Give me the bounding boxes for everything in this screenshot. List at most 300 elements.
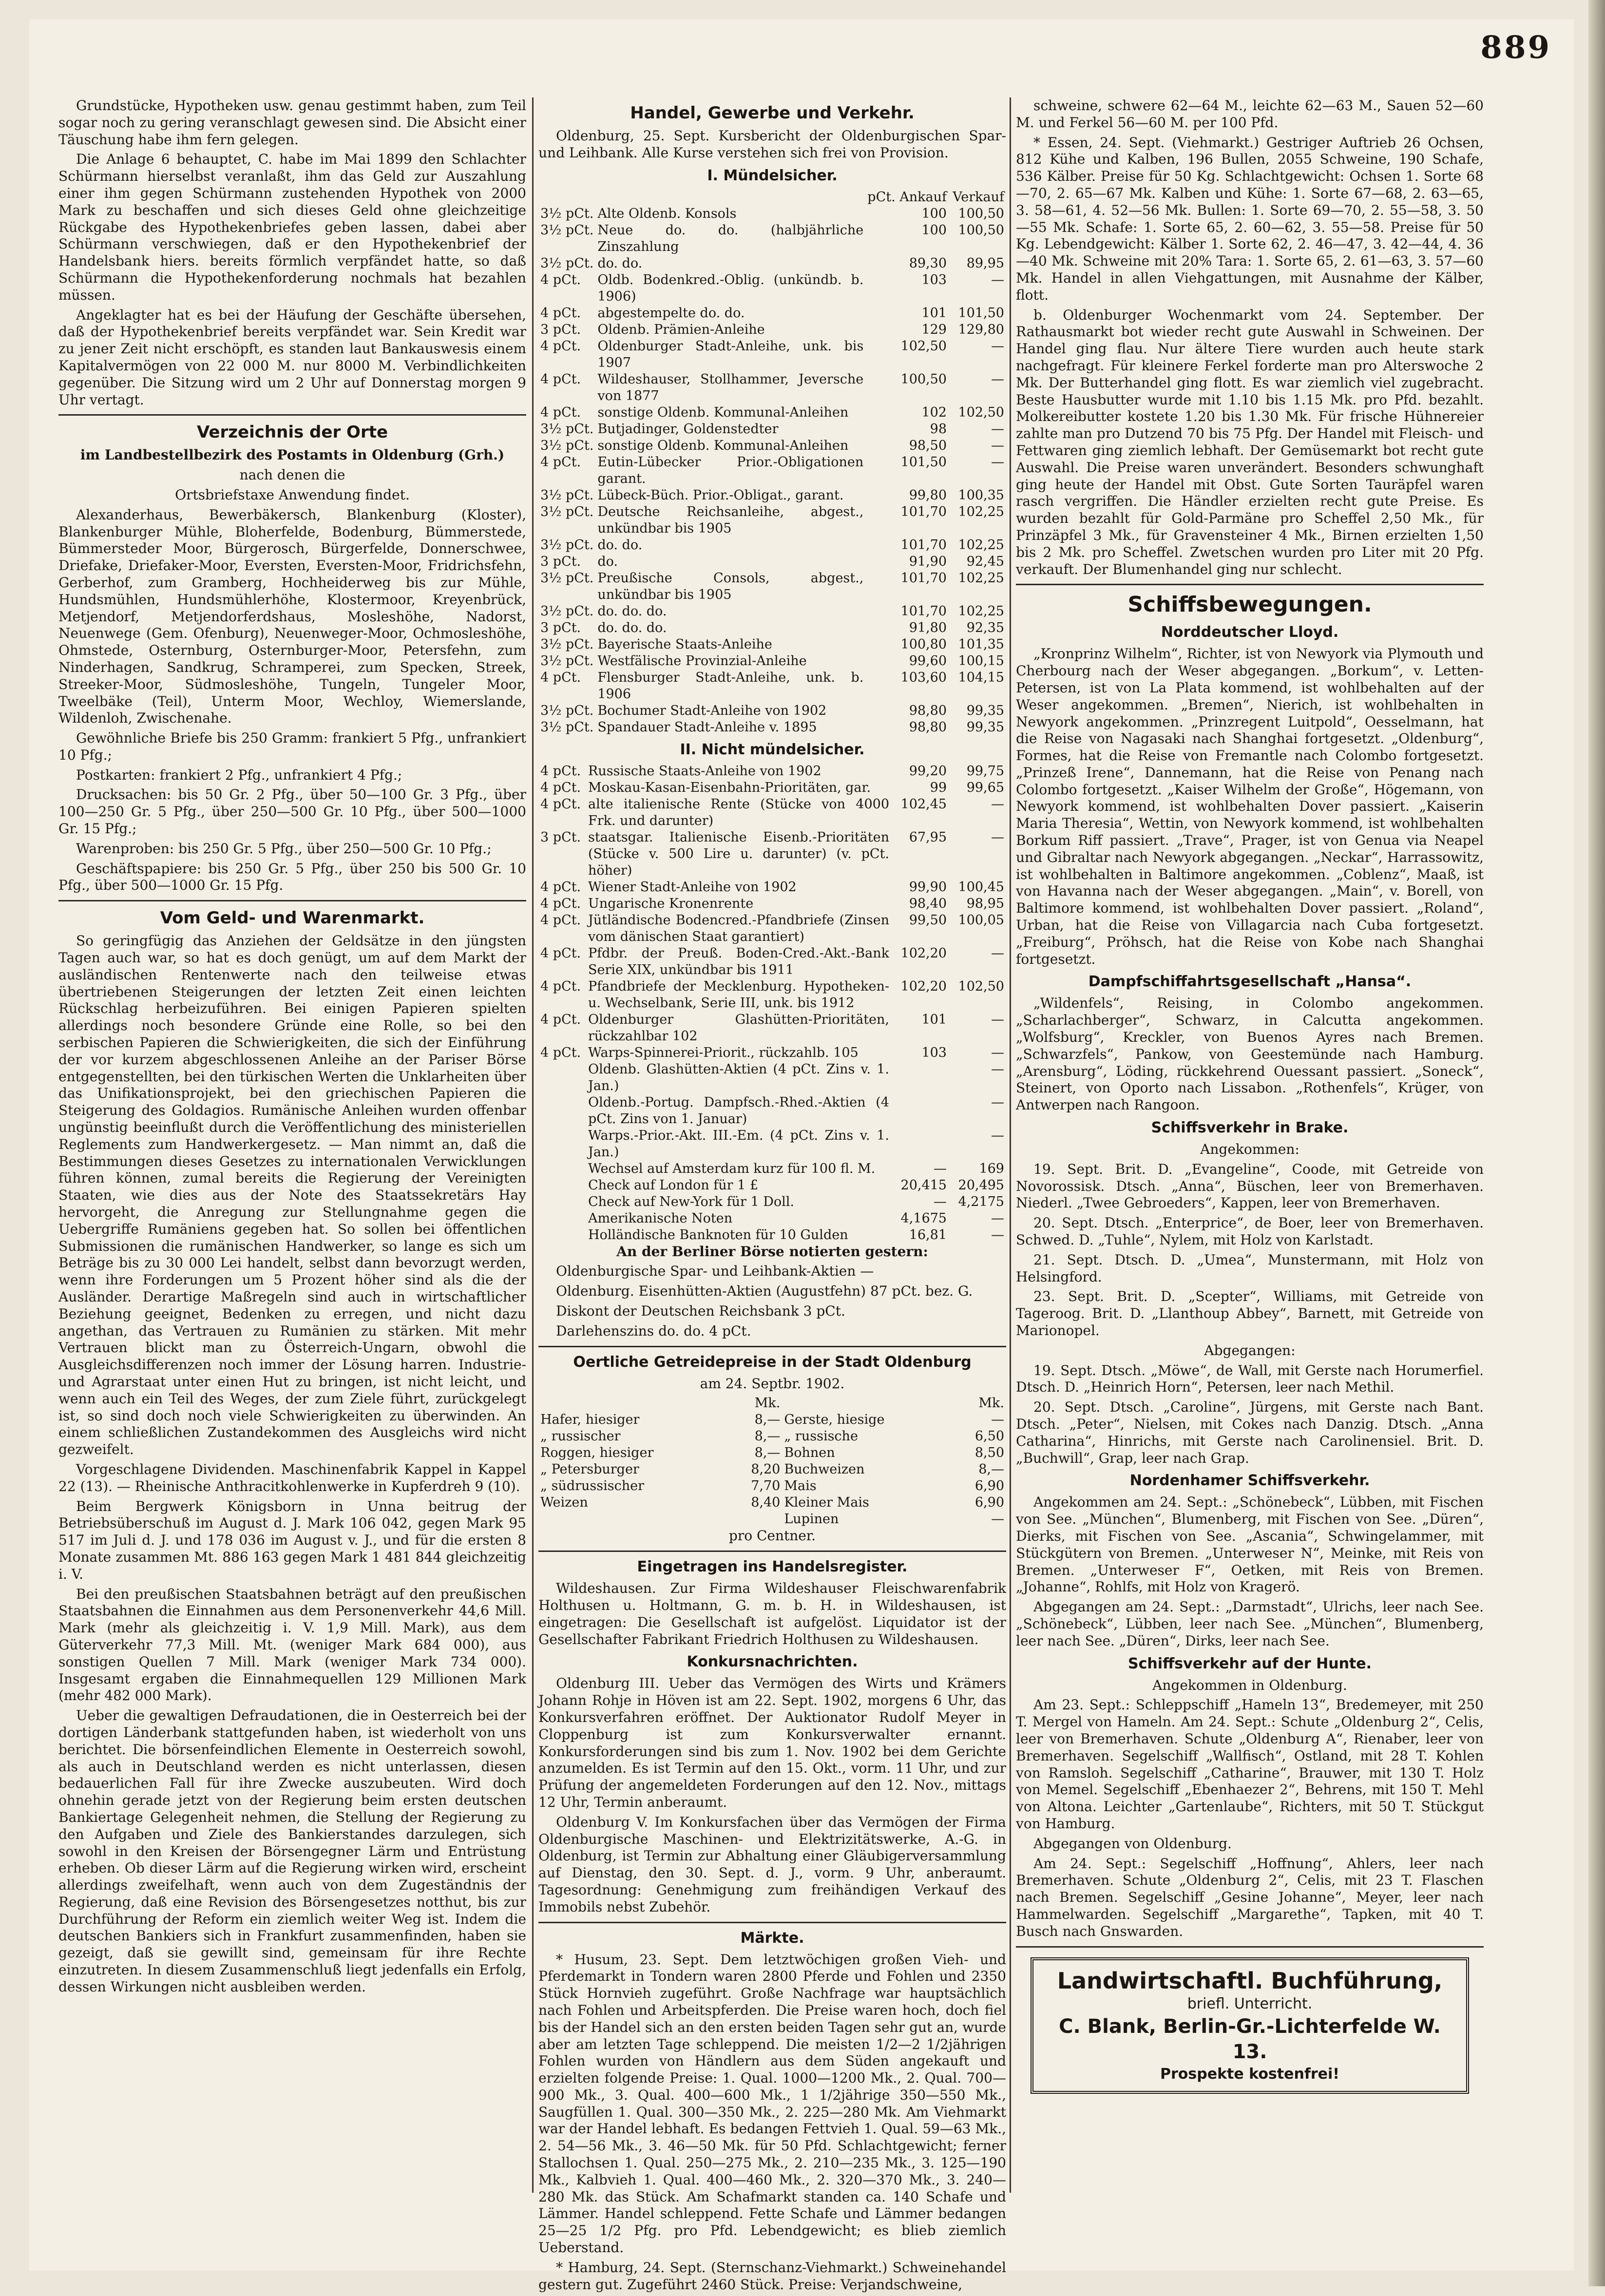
getreide-unit: Mk.	[978, 1396, 1004, 1411]
quote-security: Neue do. do. (halbjährliche Zinszahlung	[597, 222, 864, 254]
grain-price: 8,—	[754, 1429, 781, 1444]
quote-rate: 3½ pCt.	[540, 570, 594, 586]
lloyd-body: „Kronprinz Wilhelm“, Richter, ist von Newyork via Plymouth und Cherbourg nach der Weser abgegangen. „Borkum“, v. Letten-Petersen, ist von La Plata kommend, ist wohlbehalten auf der Weser angekommen. „Bremen“, Nierich, ist wohlbehalten in Newyork angekommen. „Prinzregent Luitpold“, Oesselmann, hat die Reise von Nagasaki nach Shanghai fortgesetzt. „Oldenburg“, Formes, hat die Reise von Fremantle nach Colombo fortgesetzt. „Prinzeß Irene“, Dannemann, hat die Reise von Penang nach Colombo fortgesetzt. „Kaiser Wilhelm der Große“, Högemann, von Newyork kommend, ist wohlbehalten Dover passiert. „Kaiserin Maria Theresia“, Wettin, von Newyork kommend, ist wohlbehalten Borkum Riff passiert. „Trave“, Prager, ist von Genua via Neapel und Gibraltar nach Newyork abgegangen. „Neckar“, Harrassowitz, ist wohlbehalten in Baltimore angekommen. „Coblenz“, Maaß, ist von Havanna nach der Weser abgegangen. „Main“, v. Borell, von Baltimore kommend, ist wohlbehalten Dover passiert. „Roland“, Urban, hat die Reise von Villagarcia nach Cuba fortgesetzt. „Freiburg“, Pröhsch, hat die Reise von Kobe nach Shanghai fortgesetzt.	[1016, 646, 1484, 967]
quote-ask: —	[991, 829, 1004, 845]
nordenhamm-heading: Nordenhamer Schiffsverkehr.	[1129, 1472, 1370, 1490]
advertisement-box	[1031, 1957, 1469, 2094]
quote-rate: 4 pCt.	[540, 338, 581, 354]
quote-ask: —	[991, 796, 1004, 812]
quote-ask: —	[991, 438, 1004, 453]
quote-rate: 3½ pCt.	[540, 719, 594, 735]
quote-bid: —	[934, 1161, 947, 1176]
grain-price: 8,—	[978, 1462, 1004, 1477]
paragraph: 23. Sept. Brit. D. „Scepter“, Williams, mit Getreide von Tageroog. Brit. D. „Llanthoup Abbey“, Barnett, mit Getreide von Marionopel.	[1016, 1288, 1484, 1339]
paragraph: Geschäftspapiere: bis 250 Gr. 5 Pfg., über 250 bis 500 Gr. 10 Pfg., über 500—1000 Gr. 15 Pfg.	[58, 860, 526, 894]
getreide-heading: Oertliche Getreidepreise in der Stadt Oldenburg	[573, 1353, 972, 1371]
quote-ask: 100,50	[958, 222, 1004, 238]
quote-ask: —	[991, 421, 1004, 437]
quote-bid: 99,20	[909, 763, 947, 779]
grain-row	[538, 1428, 1006, 1445]
nicht-mundel-table	[538, 763, 1006, 1244]
handelsregister-heading: Eingetragen ins Handelsregister.	[637, 1558, 908, 1576]
quote-ask: —	[991, 1061, 1004, 1077]
quote-security: do. do.	[597, 255, 643, 271]
hunte-arrived-label: Angekommen in Oldenburg.	[1152, 1677, 1347, 1693]
verzeichnis-heading: Verzeichnis der Orte	[196, 422, 388, 442]
brake-arrived-body	[1016, 1161, 1484, 1339]
quote-security: Oldenb.-Portug. Dampfsch.-Rhed.-Aktien (4 pCt. Zins von 1. Januar)	[588, 1094, 889, 1127]
quote-rate: 4 pCt.	[540, 371, 581, 387]
quote-rate: 3½ pCt.	[540, 421, 594, 437]
quote-rate	[538, 1210, 586, 1227]
paragraph: Vorgeschlagene Dividenden. Maschinenfabrik Kappel in Kappel 22 (13). — Rheinische Anthracitkohlenwerke in Kupferdreh 9 (10).	[58, 1461, 526, 1494]
quote-row	[538, 421, 1006, 438]
quote-row	[538, 603, 1006, 620]
quote-row	[538, 454, 1006, 487]
quote-row	[538, 404, 1006, 421]
quote-bid: 101,50	[900, 454, 947, 470]
grain-price: 8,50	[974, 1445, 1004, 1461]
grain-name: Buchweizen	[784, 1462, 865, 1477]
quote-ask: —	[991, 1227, 1004, 1243]
paragraph: * Hamburg, 24. Sept. (Sternschanz-Viehmarkt.) Schweinehandel gestern gut. Zugeführt 2460 Stück. Preise: Verjandschweine,	[538, 2259, 1006, 2293]
quote-bid: 99,80	[909, 487, 947, 503]
hansa-body: „Wildenfels“, Reising, in Colombo angekommen. „Scharlachberger“, Schwarz, in Calcutta angekommen. „Wolfsburg“, Kreckler, von Buenos Ayres nach Bremen. „Schwarzfels“, Pankow, von Geestemünde nach Hamburg. „Arensburg“, Löding, rückkehrend Ouessant passiert. „Soneck“, Steinert, von Oporto nach Lissabon. „Rothenfels“, Krüger, von Antwerpen nach Rangoon.	[1016, 995, 1484, 1113]
quote-bid: 98,80	[909, 719, 947, 735]
grain-name: Roggen, hiesiger	[540, 1445, 654, 1461]
quote-security: Wechsel auf Amsterdam kurz für 100 fl. M.	[588, 1161, 876, 1176]
quote-bid: 98	[930, 421, 947, 437]
quote-ask: —	[991, 1012, 1004, 1027]
paragraph: Am 23. Sept.: Schleppschiff „Hameln 13“, Bredemeyer, mit 250 T. Mergel von Hameln. Am 24. Sept.: Schute „Oldenburg 2“, Celis, leer von Bremerhaven. Schute „Oldenburg A“, Rienaber, leer von Bremerhaven. Segelschiff „Wallfisch“, Ostland, mit 28 T. Kohlen von Ramsloh. Segelschiff „Catharine“, Brauwer, mit 130 T. Holz von Memel. Segelschiff „Ebenhaezer 2“, Behrens, mit 150 T. Mehl von Altona. Leichter „Gartenlaube“, Richters, mit 50 T. Stückgut von Hamburg.	[1016, 1697, 1484, 1832]
brake-departed-label: Abgegangen:	[1204, 1342, 1296, 1358]
quote-security: Westfälische Provinzial-Anleihe	[597, 653, 807, 669]
quote-security: Warps-Spinnerei-Priorit., rückzahlb. 105	[588, 1045, 859, 1060]
getreide-table	[538, 1395, 1006, 1528]
grain-name: Gerste, hiesige	[784, 1412, 885, 1428]
quote-bid: 91,80	[909, 620, 947, 635]
section-rule	[58, 900, 526, 901]
nicht-mundel-heading: II. Nicht mündelsicher.	[680, 741, 865, 758]
quote-bid: 101,70	[900, 537, 947, 553]
quote-row	[538, 371, 1006, 404]
quote-rate: 4 pCt.	[540, 978, 581, 994]
paragraph: Warenproben: bis 250 Gr. 5 Pfg., über 250—500 Gr. 10 Pfg.;	[76, 840, 492, 857]
quote-rate: 4 pCt.	[540, 879, 581, 895]
brake-departed-body	[1016, 1362, 1484, 1467]
page-edge-shadow	[1588, 0, 1605, 2286]
quote-security: Warps.-Prior.-Akt. III.-Em. (4 pCt. Zins v. 1. Jan.)	[588, 1128, 889, 1160]
geldmarkt-body	[58, 933, 526, 1995]
quote-rate: 4 pCt.	[540, 780, 581, 795]
quote-ask: 102,50	[958, 404, 1004, 420]
quote-row	[538, 206, 1006, 222]
section-rule	[538, 1922, 1006, 1923]
quote-row	[538, 1045, 1006, 1061]
grain-name	[538, 1511, 720, 1528]
quote-rate	[538, 1061, 586, 1094]
quote-security: Moskau-Kasan-Eisenbahn-Prioritäten, gar.	[588, 780, 871, 795]
quote-security: sonstige Oldenb. Kommunal-Anleihen	[597, 438, 849, 453]
grain-row	[538, 1445, 1006, 1461]
quote-row	[538, 1177, 1006, 1194]
quote-ask: —	[991, 272, 1004, 287]
quote-bid: 98,40	[909, 896, 947, 911]
quote-security: Oldenb. Glashütten-Aktien (4 pCt. Zins v. 1. Jan.)	[588, 1061, 889, 1093]
grain-price: 8,—	[754, 1445, 781, 1461]
quote-ask: 99,35	[966, 703, 1004, 718]
quote-rate: 3½ pCt.	[540, 487, 594, 503]
handel-heading: Handel, Gewerbe und Verkehr.	[630, 103, 915, 123]
quote-rate	[538, 1094, 586, 1128]
quote-row	[538, 537, 1006, 554]
quote-security: Check auf London für 1 £	[588, 1177, 759, 1193]
hunte-heading: Schiffsverkehr auf der Hunte.	[1127, 1655, 1372, 1672]
quote-security: Ungarische Kronenrente	[588, 896, 754, 911]
ad-subtitle: briefl. Unterricht.	[1187, 1995, 1313, 2012]
quote-security: Eutin-Lübecker Prior.-Obligationen garant.	[597, 454, 864, 486]
quote-rate: 3½ pCt.	[540, 603, 594, 619]
quote-rate: 3½ pCt.	[540, 255, 594, 271]
quote-rate: 3½ pCt.	[540, 222, 594, 238]
paragraph: Angekommen am 24. Sept.: „Schönebeck“, Lübben, mit Fischen von See. „München“, Blumenberg, mit Fischen von See. „Düren“, Dierks, mit Fischen von See. „Ascania“, Schwingelammer, mit Stückgütern von Bremen. „Unterweser N“, Meinke, mit Reis von Bremen. „Unterweser F“, Oetken, mit Reis von Bremen. „Johanne“, Rohlfs, mit Holz von Kragerö.	[1016, 1494, 1484, 1595]
quote-security: Jütländische Bodencred.-Pfandbriefe (Zinsen vom dänischen Staat garantiert)	[588, 912, 889, 944]
paragraph: Alexanderhaus, Bewerbäkersch, Blankenburg (Kloster), Blankenburger Mühle, Bloherfelde, Bodenburg, Bümmerstede, Bümmersteder Moor, Bürgerosch, Bürgerfelde, Donnerschwee, Driefake, Driefaker-Moor, Eversten, Eversten-Moor, Fridrichsfehn, Gerberhof, zum Gramberg, Hochheiderweg bis zur Mühle, Hundsmühlen, Hundsmühlerhöhe, Klostermoor, Kreyenbrück, Metjendorf, Metjendorferdshaus, Mosleshöhe, Nadorst, Neuenwege (Gem. Ofenburg), Neuenweger-Moor, Ochmosleshöhe, Ohmstede, Osternburg, Osternburger-Moor, Petersfehn, zum Ninderhagen, Sandkrug, Schramperei, zum Specken, Streek, Streeker-Moor, Südmosleshöhe, Tungeln, Tungeler Moor, Tweelbäke (Teil), Unterm Moor, Wechloy, Wiemerslande, Wildenloh, Zwischenahe.	[58, 506, 526, 727]
quote-ask: 92,45	[966, 554, 1004, 569]
verzeichnis-body	[58, 507, 526, 895]
quote-ask: —	[991, 1045, 1004, 1060]
quote-security: Russische Staats-Anleihe von 1902	[588, 763, 822, 779]
quote-ask: 99,35	[966, 719, 1004, 735]
ad-title: Landwirtschaftl. Buchführung,	[1057, 1967, 1443, 1994]
quote-row	[538, 504, 1006, 537]
quote-bid: 101,70	[900, 504, 947, 519]
quote-ask: 102,50	[958, 978, 1004, 994]
grain-price: 8,40	[751, 1495, 781, 1511]
paragraph: Am 24. Sept.: Segelschiff „Hoffnung“, Ahlers, leer nach Bremerhaven. Schute „Oldenburg 2“, Celis, mit 23 T. Flaschen nach Bremen. Segelschiff „Gesine Johanne“, Meyer, leer nach Hammelwarden. Segelschiff „Margarethe“, Tapken, mit 40 T. Busch nach Gnswarden.	[1016, 1855, 1484, 1939]
quote-ask: 102,25	[958, 570, 1004, 586]
paragraph: 20. Sept. Dtsch. „Enterprice“, de Boer, leer von Bremerhaven. Schwed. D. „Tuhle“, Nylem, mit Holz von Karlstadt.	[1016, 1215, 1484, 1248]
column-2	[538, 97, 1006, 2296]
paragraph: b. Oldenburger Wochenmarkt vom 24. September. Der Rathausmarkt bot wieder recht gute Auswahl in Schweinen. Der Handel ging flau. Nur ältere Tiere wurden auch heute stark nachgefragt. Für kleinere Ferkel forderte man pro Alterswoche 2 Mk. Der Butterhandel ging flott. Es war ziemlich viel zugebracht. Beste Hausbutter wurde mit 1.10 bis 1.15 Mk. pro Pfd. bezahlt. Molkereibutter kostete 1.20 bis 1.30 Mk. Für frische Hühnereier zahlte man pro Dutzend 70 bis 75 Pfg. Der Handel mit Fleisch- und Fettwaren ging ziemlich lebhaft. Der Gemüsemarkt bot recht gute Auswahl. Die Preise waren unverändert. Besonders schwunghaft ging heute der Handel mit Obst. Gute Sorten Tauräpfel waren rasch vergriffen. Die Händler erzielten recht gute Preise. Es wurden bezahlt für Gold-Parmäne pro Scheffel 2,50 Mk., für Prinzäpfel 3 Mk., für Gravensteiner 4 Mk., Birnen erzielten 1,50 bis 2 Mk. pro Scheffel. Zwetschen wurden pro Liter mit 20 Pfg. verkauft. Der Blumenhandel ging nur schlecht.	[1016, 306, 1484, 577]
quote-bid: 98,50	[909, 438, 947, 453]
quote-rate: 4 pCt.	[540, 454, 581, 470]
grain-name: Kleiner Mais	[784, 1495, 869, 1511]
quote-security: Wiener Stadt-Anleihe von 1902	[588, 879, 797, 895]
quote-ask: —	[991, 1128, 1004, 1143]
quote-bid: 20,415	[900, 1177, 947, 1193]
quote-bid: 102	[921, 404, 947, 420]
quote-row	[538, 1161, 1006, 1177]
brake-heading: Schiffsverkehr in Brake.	[1151, 1119, 1349, 1137]
col-verkauf: Verkauf	[953, 189, 1004, 205]
grain-name: Weizen	[540, 1495, 588, 1511]
verzeichnis-subtitle: im Landbestellbezirk des Postamts in Oldenburg (Grh.)	[80, 447, 505, 463]
quote-ask: 100,05	[958, 912, 1004, 928]
quote-row	[538, 305, 1006, 322]
paragraph: 20. Sept. Dtsch. „Caroline“, Jürgens, mit Gerste nach Bant. Dtsch. „Peter“, Nielsen, mit Cokes nach Danzig. Dtsch. „Anna Catharina“, Hinrichs, mit Gerste nach Carolinensiel. Brit. D. „Buchwill“, Grap, leer nach Grap.	[1016, 1399, 1484, 1466]
paragraph: Postkarten: frankiert 2 Pfg., unfrankiert 4 Pfg.;	[76, 766, 402, 783]
grain-row	[538, 1478, 1006, 1494]
quote-security: do. do.	[597, 537, 643, 553]
paragraph: So geringfügig das Anziehen der Geldsätze in den jüngsten Tagen auch war, so hat es doch genügt, um auf dem Markt der ausländischen Rentenwerte nach den teilweise etwas übertriebenen Steigerungen der letzten Zeit einen leichten Rückschlag herbeizuführen. Bei einigen Papieren spielten allerdings noch besondere Gründe eine Rolle, so bei den serbischen Papieren die Schwierigkeiten, die sich der Einführung der vor kurzem abgeschlossenen Anleihe an der Pariser Börse entgegenstellten, bei den türkischen Werten die Unklarheiten über das Unifikationsprojekt, bei den griechischen Papieren die Steigerung des Goldagios. Rumänische Anleihen wurden offenbar ungünstig beeinflußt durch die Veröffentlichung des ministeriellen Reglements zum Handwerkergesetz. — Man nimmt an, daß die Bestimmungen dieses Gesetzes zu internationalen Verwicklungen führen können, zumal bereits die Regierung der Vereinigten Staaten, wie dies aus der Note des Staatssekretärs Hay hervorgeht, die Anregung zur Stellungnahme gegen die Uebergriffe Rumäniens gegeben hat. So sollen bei öffentlichen Submissionen die rumänischen Handwerker, so lange es sich um Beträge bis zu 30 000 Lei handelt, selbst dann bevorzugt werden, wenn ihre Forderungen um 5 Prozent höher sind als die der Ausländer. Derartige Maßregeln sind auch in wirtschaftlicher Beziehung geeignet, Bedenken zu erregen, und nicht dazu angethan, das Vertrauen zu Rumänien zu stärken. Mit mehr Vertrauen blickt man zu Österreich-Ungarn, obwohl die Ausgleichsdifferenzen noch immer der Lösung harren. Industrie- und Agrarstaat unter einen Hut zu bringen, ist nicht leicht, und wenn auch ein Teil des Weges, der zum Ziele führt, zurückgelegt ist, so sind doch noch viele Schwierigkeiten zu überwinden. An einem schließlichen Zustandekommen des Ausgleichs wird nicht gezweifelt.	[58, 933, 526, 1458]
quote-bid: 103	[921, 272, 947, 287]
paragraph: Ueber die gewaltigen Defraudationen, die in Oesterreich bei der dortigen Länderbank stattgefunden haben, ist wiederholt von uns berichtet. Die börsenfeindlichen Elemente in Oesterreich sowohl, als auch in Deutschland werden es nicht unterlassen, diesen bedauerlichen Fall für ihre Zwecke auszubeuten. Wird doch ohnehin gerade jetzt von der Regierung beim ersten deutschen Bankiertage Gelegenheit nehmen, die Stellung der Regierung zu den Aufgaben und Ziele des Bankierstandes darzulegen, sich sowohl in den Kreisen der Börsengegner Lärm und Entrüstung erheben. Ob dieser Lärm auf die Regierung wirken wird, erscheint allerdings zweifelhaft, wenn auch von dem Zugeständnis der Regierung, daß eine Revision des Börsengesetzes notthut, bis zur Durchführung der Reform ein ziemlich weiter Weg ist. Indem die deutschen Bankiers sich in Frankfurt zusammenfinden, haben sie gezeigt, daß sie gewillt sind, gemeinsam für ihre Rechte einzutreten. In diesem Zusammenschluß liegt jedenfalls ein Erfolg, dessen Wirkungen nicht ausbleiben werden.	[58, 1707, 526, 1995]
quote-bid: 101	[921, 1012, 947, 1027]
section-rule	[538, 1346, 1006, 1347]
paragraph: Die Anlage 6 behauptet, C. habe im Mai 1899 den Schlachter Schürmann hierselbst veranlaßt, ihm das Geld zur Auszahlung einer ihm gegen Schürmann zustehenden Hypothek von 2000 Mark zu beschaffen und sich dieses Geld ohne gleichzeitige Rückgabe des Hypothekenbriefes geben lassen, dabei aber Schürmann verschwiegen, daß er den Hypothekenbrief der Handelsbank hiers. bereits förmlich verpfändet hatte, so daß Schürmann die Hypothekenforderung nochmals hat bezahlen müssen.	[58, 151, 526, 303]
quote-ask: 4,2175	[958, 1194, 1004, 1209]
quote-bid: 16,81	[909, 1227, 947, 1243]
grain-price: 6,90	[974, 1495, 1004, 1511]
quote-row	[538, 945, 1006, 978]
quote-rate: 3 pCt.	[540, 620, 581, 635]
paragraph: Drucksachen: bis 50 Gr. 2 Pfg., über 50—100 Gr. 3 Pfg., über 100—250 Gr. 5 Pfg., über 250—500 Gr. 10 Pfg., über 500—1000 Gr. 15 Pfg.;	[58, 786, 526, 837]
grain-price: —	[991, 1412, 1004, 1428]
quote-row	[538, 438, 1006, 454]
quote-row	[538, 829, 1006, 879]
quote-bid: 100,50	[900, 371, 947, 387]
quote-rate: 4 pCt.	[540, 404, 581, 420]
quote-security: Oldb. Bodenkred.-Oblig. (unkündb. b. 1906)	[597, 272, 864, 304]
hunte-body	[1016, 1697, 1484, 1940]
quote-bid: 101,70	[900, 570, 947, 586]
quote-bid: 100,80	[900, 636, 947, 652]
konkurs-body	[538, 1675, 1006, 1915]
berlin-item: Darlehenszins do. do. 4 pCt.	[556, 1322, 751, 1339]
quote-row	[538, 1194, 1006, 1210]
quote-row	[538, 1094, 1006, 1128]
quote-row	[538, 796, 1006, 829]
quote-bid: 103	[921, 1045, 947, 1060]
quote-bid: 91,90	[909, 554, 947, 569]
quote-row	[538, 636, 1006, 653]
grain-name: „ südrussischer	[540, 1478, 644, 1494]
quote-rate: 4 pCt.	[540, 796, 581, 812]
paragraph: Oldenburg V. Im Konkursfachen über das Vermögen der Firma Oldenburgische Maschinen- und Elektrizitätswerke, A.-G. in Oldenburg, ist Termin zur Abhaltung einer Gläubigerversammlung auf Dienstag, den 30. Sept. d. J., vorm. 9 Uhr, anberaumt. Tagesordnung: Genehmigung zum freihändigen Verkauf des Immobils nebst Zubehör.	[538, 1814, 1006, 1915]
quote-rate: 3½ pCt.	[540, 653, 594, 669]
paragraph: 19. Sept. Brit. D. „Evangeline“, Coode, mit Getreide von Novorossisk. Dtsch. „Anna“, Büschen, leer von Bremerhaven. Niederl. „Twee Gebroeders“, Kappen, leer von Bremerhaven.	[1016, 1161, 1484, 1211]
quote-security: do. do. do.	[597, 620, 667, 635]
quote-rate	[538, 1128, 586, 1161]
quote-row	[538, 487, 1006, 504]
court-report	[58, 97, 526, 408]
quote-bid: 102,50	[900, 338, 947, 354]
quote-rate: 3½ pCt.	[540, 703, 594, 718]
quote-row	[538, 554, 1006, 570]
quote-security: Flensburger Stadt-Anleihe, unk. b. 1906	[597, 670, 864, 702]
paragraph: Beim Bergwerk Königsborn in Unna beitrug der Betriebsüberschuß im August d. J. Mark 106 042, gegen Mark 95 517 im Juli d. J. und 178 036 im August v. J., und für die ersten 8 Monate zusammen Mt. 886 163 gegen Mark 1 481 844 gleichzeitig i. V.	[58, 1498, 526, 1582]
quote-row	[538, 255, 1006, 272]
quote-security: Check auf New-York für 1 Doll.	[588, 1194, 794, 1209]
quote-bid: 4,1675	[900, 1210, 947, 1226]
quote-bid: 89,30	[909, 255, 947, 271]
paragraph: 21. Sept. Dtsch. D. „Umea“, Munstermann, mit Holz von Helsingford.	[1016, 1251, 1484, 1285]
column-3	[1016, 97, 1484, 2104]
quote-ask: —	[991, 1094, 1004, 1110]
paragraph: Gewöhnliche Briefe bis 250 Gramm: frankiert 5 Pfg., unfrankiert 10 Pfg.;	[58, 730, 526, 763]
quote-rate: 4 pCt.	[540, 272, 581, 287]
mundel-table	[538, 189, 1006, 736]
quote-bid: 99,60	[909, 653, 947, 669]
quote-row	[538, 272, 1006, 305]
quote-security: staatsgar. Italienische Eisenb.-Prioritäten (Stücke v. 500 Lire u. darunter) (v. pCt. höher)	[588, 829, 889, 878]
quote-row	[538, 1210, 1006, 1227]
grain-row	[538, 1461, 1006, 1478]
quote-rate: 4 pCt.	[540, 305, 581, 321]
grain-row	[538, 1494, 1006, 1511]
grain-name: Bohnen	[784, 1445, 835, 1461]
section-rule	[1016, 1946, 1484, 1948]
quote-row	[538, 879, 1006, 896]
grain-name: Mais	[784, 1478, 817, 1494]
brake-arrived-label: Angekommen:	[1200, 1141, 1299, 1158]
quote-rate: 4 pCt.	[540, 1012, 581, 1027]
quote-security: Bayerische Staats-Anleihe	[597, 636, 772, 652]
quote-row	[538, 653, 1006, 670]
quote-bid: 67,95	[909, 829, 947, 845]
quote-ask: 98,95	[966, 896, 1004, 911]
quote-row	[538, 896, 1006, 912]
quote-ask: —	[991, 454, 1004, 470]
quote-rate	[538, 1161, 586, 1177]
quote-bid: 102,45	[900, 796, 947, 812]
quote-security: Oldenburger Stadt-Anleihe, unk. bis 1907	[597, 338, 864, 370]
maerkte-heading: Märkte.	[740, 1929, 804, 1947]
kurs-header-row	[538, 189, 1006, 206]
quote-ask: 102,25	[958, 504, 1004, 519]
quote-row	[538, 570, 1006, 603]
quote-row	[538, 1061, 1006, 1094]
grain-price: 8,20	[751, 1462, 781, 1477]
handelsregister-body: Wildeshausen. Zur Firma Wildeshauser Fleischwarenfabrik Holthusen u. Holtmann, G. m. b. H. in Wildeshausen, ist eingetragen: Die Gesellschaft ist aufgelöst. Liquidator ist der Gesellschafter Fabrikant Friedrich Holthusen zu Wildeshausen.	[538, 1580, 1006, 1647]
grain-price: 7,70	[751, 1478, 781, 1494]
quote-ask: 102,25	[958, 603, 1004, 619]
quote-rate	[538, 1194, 586, 1210]
quote-row	[538, 1128, 1006, 1161]
paragraph: 19. Sept. Dtsch. „Möwe“, de Wall, mit Gerste nach Horumerfiel. Dtsch. D. „Heinrich Horn“, Petersen, leer nach Methil.	[1016, 1362, 1484, 1396]
quote-ask: 169	[979, 1161, 1004, 1176]
paragraph: * Essen, 24. Sept. (Viehmarkt.) Gestriger Auftrieb 26 Ochsen, 812 Kühe und Kalben, 196 Bullen, 2055 Schweine, 190 Schafe, 536 Kälber. Preise für 50 Kg. Schlachtgewicht: Ochsen 1. Sorte 68—70, 2. 65—67 Mk. Kalben und Kühe: 1. Sorte 67—68, 2. 63—65, 3. 58—61, 4. 52—56 Mk. Bullen: 1. Sorte 69—70, 2. 55—58, 3. 50—55 Mk. Schafe: 1. Sorte 65, 2. 60—62, 3. 55—58. Preise für 50 Kg. Lebendgewicht: Kälber 1. Sorte 62, 2. 46—47, 3. 42—44, 4. 36—40 Mk. Schweine mit 20% Tara: 1. Sorte 65, 2. 61—63, 3. 57—60 Mk. Handel in allen Viehgattungen, mit Ausnahme der Kälber, flott.	[1016, 134, 1484, 303]
quote-bid: 100	[921, 206, 947, 221]
paragraph: schweine, schwere 62—64 M., leichte 62—63 M., Sauen 52—60 M. und Ferkel 56—60 M. per 100 Pfd.	[1016, 97, 1484, 131]
grain-price: 6,90	[974, 1478, 1004, 1494]
quote-security: Oldenb. Prämien-Anleihe	[597, 322, 765, 337]
quote-security: Deutsche Reichsanleihe, abgest., unkündbar bis 1905	[597, 504, 864, 536]
quote-security: Amerikanische Noten	[588, 1210, 733, 1226]
quote-security: Preußische Consols, abgest., unkündbar bis 1905	[597, 570, 864, 602]
quote-bid: 99,90	[909, 879, 947, 895]
quote-ask: 89,95	[966, 255, 1004, 271]
grain-name: Lupinen	[784, 1512, 839, 1527]
paragraph: Abgegangen am 24. Sept.: „Darmstadt“, Ulrichs, leer nach See. „Schönebeck“, Lübben, leer nach See. „München“, Blumenberg, leer nach See. „Düren“, Dirks, leer nach See.	[1016, 1599, 1484, 1649]
quote-rate: 3 pCt.	[540, 829, 581, 845]
verzeichnis-subtitle-2: nach denen die	[239, 467, 345, 483]
grain-name: „ russische	[784, 1429, 858, 1444]
quote-security: Bochumer Stadt-Anleihe von 1902	[597, 703, 827, 718]
grain-row	[538, 1511, 1006, 1528]
quote-rate: 4 pCt.	[540, 670, 581, 685]
quote-rate: 3½ pCt.	[540, 537, 594, 553]
col-ankauf: pCt. Ankauf	[867, 189, 947, 205]
getreide-unit: Mk.	[754, 1396, 781, 1411]
grain-name: „ Petersburger	[540, 1462, 639, 1477]
berlin-item: Oldenburg. Eisenhütten-Aktien (Augustfehn) 87 pCt. bez. G.	[556, 1283, 973, 1300]
quote-ask: 101,35	[958, 636, 1004, 652]
quote-bid: 99	[930, 780, 947, 795]
berlin-item: Oldenburgische Spar- und Leihbank-Aktien —	[556, 1263, 874, 1280]
quote-row	[538, 780, 1006, 796]
quote-ask: 20,495	[958, 1177, 1004, 1193]
berlin-heading: An der Berliner Börse notierten gestern:	[616, 1243, 928, 1260]
quote-ask: —	[991, 1210, 1004, 1226]
quote-bid	[891, 1128, 949, 1161]
quote-rate: 3½ pCt.	[540, 636, 594, 652]
quote-row	[538, 719, 1006, 736]
grain-price	[720, 1511, 782, 1528]
quote-bid: 98,80	[909, 703, 947, 718]
quote-security: abgestempelte do. do.	[597, 305, 745, 321]
quote-ask: 100,15	[958, 653, 1004, 669]
quote-rate: 3 pCt.	[540, 554, 581, 569]
paragraph: Bei den preußischen Staatsbahnen beträgt auf den preußischen Staatsbahnen die Einnahmen aus dem Personenverkehr 44,6 Mill. Mark (mehr als gleichzeitig i. V. 1,9 Mill. Mark), aus dem Güterverkehr 77,3 Mill. Mt. (weniger Mark 684 000), aus sonstigen Quellen 7 Mill. Mark (weniger Mark 734 000). Insgesamt ergaben die Einnahmequellen 129 Millionen Mark (mehr 482 000 Mark).	[58, 1586, 526, 1704]
paragraph: Grundstücke, Hypotheken usw. genau gestimmt haben, zum Teil sogar noch zu gering veranschlagt gewesen sind. Die Absicht einer Täuschung habe ihm fern gelegen.	[58, 97, 526, 148]
maerkte-body	[538, 1952, 1006, 2294]
lloyd-heading: Norddeutscher Lloyd.	[1161, 624, 1339, 641]
kurs-intro: Oldenburg, 25. Sept. Kursbericht der Oldenburgischen Spar- und Leihbank. Alle Kurse verstehen sich frei von Provision.	[538, 128, 1006, 161]
quote-ask: 100,45	[958, 879, 1004, 895]
quote-ask: 99,65	[966, 780, 1004, 795]
paragraph: * Husum, 23. Sept. Dem letztwöchigen großen Vieh- und Pferdemarkt in Tondern waren 2800 Pferde und Fohlen und 2350 Stück Hornvieh zugeführt. Große Nachfrage war hauptsächlich nach Fohlen und Arbeitspferden. Die Preise waren hoch, doch fiel bis der Handel sich an den ersten beiden Tagen sehr gut an, wurde aber am letzten Tage schleppend. Die meisten 1/2—2 1/2jährigen Fohlen wurden von Händlern aus dem Süden angekauft und erzielten folgende Preise: 1. Qual. 1000—1200 Mk., 2. Qual. 700—900 Mk., 3. Qual. 400—600 Mk., 1 1/2jährige 350—550 Mk., Saugfüllen 1. Qual. 300—350 Mk., 2. 225—280 Mk. Am Viehmarkt war der Handel lebhaft. Es bedangen Fettvieh 1. Qual. 59—63 Mk., 2. 54—56 Mk., 3. 46—50 Mk. für 50 Pfd. Schlachtgewicht; ferner Stallochsen 1. Qual. 250—275 Mk., 2. 210—235 Mk., 3. 125—190 Mk., Kalbvieh 1. Qual. 400—460 Mk., 2. 320—370 Mk., 3. 240—280 Mk. das Stück. Am Schafmarkt standen ca. 140 Schafe und Lämmer. Handel schleppend. Fette Schafe und Lämmer bedangen 25—25 1/2 Pfg. pro Pfd. Lebendgewicht; es blieb ziemlich Ueberstand.	[538, 1951, 1006, 2256]
quote-row	[538, 620, 1006, 636]
column-divider-1	[532, 97, 534, 2193]
quote-security: Wildeshauser, Stollhammer, Jeversche von 1877	[597, 371, 864, 403]
quote-row	[538, 1012, 1006, 1045]
ad-footer: Prospekte kostenfrei!	[1160, 2065, 1339, 2083]
quote-bid: —	[934, 1194, 947, 1209]
markt-continued	[1016, 97, 1484, 578]
quote-rate: 4 pCt.	[540, 763, 581, 779]
quote-row	[538, 670, 1006, 703]
grain-price: 8,—	[754, 1412, 781, 1428]
quote-ask: —	[991, 945, 1004, 961]
quote-rate: 3 pCt.	[540, 322, 581, 337]
section-rule	[58, 414, 526, 416]
quote-row	[538, 338, 1006, 371]
section-rule	[1016, 584, 1484, 585]
quote-security: sonstige Oldenb. Kommunal-Anleihen	[597, 404, 849, 420]
grain-row	[538, 1412, 1006, 1428]
quote-security: Alte Oldenb. Konsols	[597, 206, 737, 221]
paragraph: Abgegangen von Oldenburg.	[1033, 1835, 1232, 1852]
schiffsbewegungen-heading: Schiffsbewegungen.	[1127, 592, 1372, 617]
quote-rate: 4 pCt.	[540, 912, 581, 928]
quote-ask: —	[991, 338, 1004, 354]
quote-ask: 129,80	[958, 322, 1004, 337]
quote-security: Pfandbriefe der Mecklenburg. Hypotheken- u. Wechselbank, Serie III, unk. bis 1912	[588, 978, 889, 1011]
quote-row	[538, 222, 1006, 255]
quote-security: Pfdbr. der Preuß. Boden-Cred.-Akt.-Bank Serie XIX, unkündbar bis 1911	[588, 945, 889, 977]
quote-rate: 4 pCt.	[540, 1045, 581, 1060]
quote-bid: 100	[921, 222, 947, 238]
quote-bid	[891, 1061, 949, 1094]
quote-ask: 100,50	[958, 206, 1004, 221]
quote-rate: 3½ pCt.	[540, 504, 594, 519]
quote-rate: 3½ pCt.	[540, 438, 594, 453]
quote-ask: —	[991, 371, 1004, 387]
quote-ask: 102,25	[958, 537, 1004, 553]
mundel-heading: I. Mündelsicher.	[707, 167, 838, 184]
